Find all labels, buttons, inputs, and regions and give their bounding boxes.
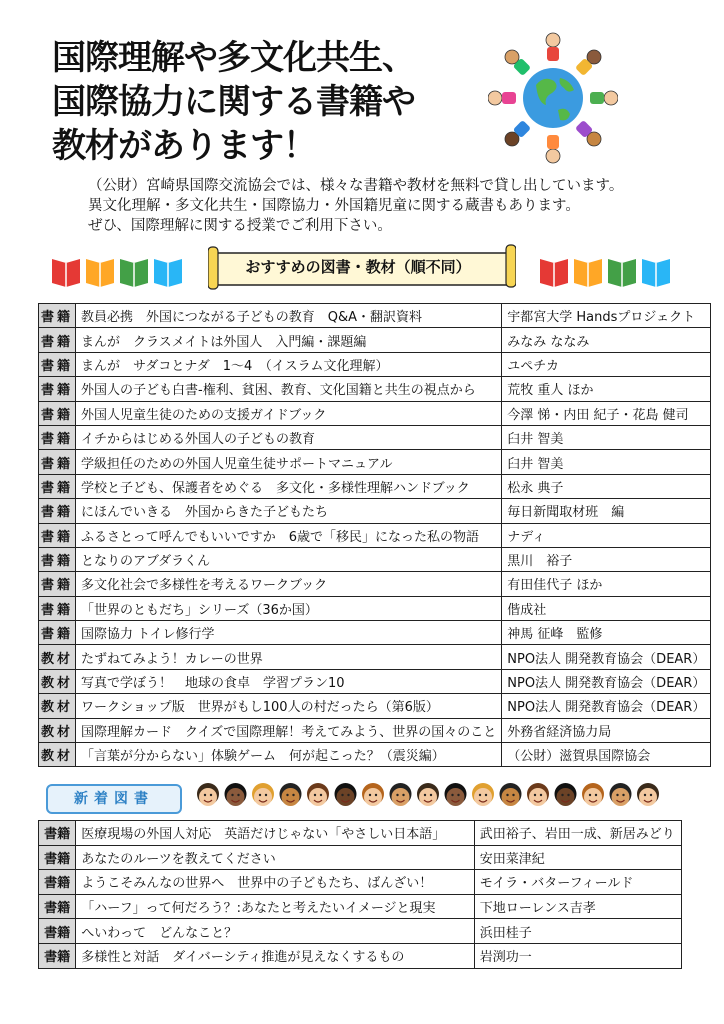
open-books-icon <box>50 253 185 289</box>
author-cell: 下地ローレンス吉孝 <box>474 894 681 919</box>
child-face-icon <box>335 783 357 806</box>
new-books-label: 新着図書 <box>46 784 182 814</box>
table-row <box>39 894 682 919</box>
child-face-icon <box>610 783 632 806</box>
child-face-icon <box>417 783 439 806</box>
author-cell: 岩渕功一 <box>474 943 681 968</box>
category-cell: 書籍 <box>39 821 76 846</box>
new-books-table <box>38 820 682 969</box>
table-row <box>39 572 711 596</box>
author-cell: NPO法人 開発教育協会（DEAR） <box>502 694 711 718</box>
author-cell: 宇都宮大学 Handsプロジェクト <box>502 304 711 328</box>
author-cell: （公財）滋賀県国際協会 <box>502 743 711 767</box>
table-row <box>39 474 711 498</box>
child-face-icon <box>225 783 247 806</box>
author-cell: 外務省経済協力局 <box>502 718 711 742</box>
child-face-icon <box>637 783 659 806</box>
category-cell: 教材 <box>39 645 76 669</box>
table-row <box>39 919 682 944</box>
page-title <box>52 36 482 168</box>
intro-line-3: ぜひ、国際理解に関する授業でご利用下さい。 <box>88 218 392 234</box>
category-cell: 書籍 <box>39 352 76 376</box>
title-cell: へいわって どんなこと？ <box>76 919 474 944</box>
table-row <box>39 596 711 620</box>
table-row <box>39 450 711 474</box>
category-cell: 書籍 <box>39 943 76 968</box>
open-books-icon <box>538 253 673 289</box>
table-row <box>39 425 711 449</box>
category-cell: 書籍 <box>39 425 76 449</box>
title-cell: 「言葉が分からない」体験ゲーム 何が起こった？（震災編） <box>76 743 502 767</box>
title-cell: 医療現場の外国人対応 英語だけじゃない「やさしい日本語」 <box>76 821 474 846</box>
author-cell: 今澤 悌・内田 紀子・花島 健司 <box>502 401 711 425</box>
category-cell: 書籍 <box>39 547 76 571</box>
title-cell: 学校と子ども、保護者をめぐる 多文化・多様性理解ハンドブック <box>76 474 502 498</box>
category-cell: 書籍 <box>39 450 76 474</box>
table-row <box>39 401 711 425</box>
title-cell: 多文化社会で多様性を考えるワークブック <box>76 572 502 596</box>
child-face-icon <box>252 783 274 806</box>
child-face-icon <box>362 783 384 806</box>
category-cell: 書籍 <box>39 474 76 498</box>
title-cell: にほんでいきる 外国からきた子どもたち <box>76 499 502 523</box>
category-cell: 書籍 <box>39 328 76 352</box>
title-cell: 外国人の子ども白書-権利、貧困、教育、文化国籍と共生の視点から <box>76 377 502 401</box>
title-cell: 「世界のともだち」シリーズ（36か国） <box>76 596 502 620</box>
title-cell: となりのアブダラくん <box>76 547 502 571</box>
child-face-icon <box>472 783 494 806</box>
category-cell: 書籍 <box>39 845 76 870</box>
category-cell: 書籍 <box>39 919 76 944</box>
title-cell: あなたのルーツを教えてください <box>76 845 474 870</box>
author-cell: 神馬 征峰 監修 <box>502 621 711 645</box>
table-row <box>39 621 711 645</box>
title-cell: 国際協力 トイレ修行学 <box>76 621 502 645</box>
table-row <box>39 547 711 571</box>
child-face-icon <box>527 783 549 806</box>
child-face-icon <box>307 783 329 806</box>
title-cell: ふるさとって呼んでもいいですか 6歳で「移民」になった私の物語 <box>76 523 502 547</box>
author-cell: 毎日新聞取材班 編 <box>502 499 711 523</box>
table-row <box>39 845 682 870</box>
recommended-heading: おすすめの図書・教材（順不同） <box>245 258 471 276</box>
author-cell: 荒牧 重人 ほか <box>502 377 711 401</box>
title-line-1: 国際理解や多文化共生、 <box>52 38 415 78</box>
category-cell: 書籍 <box>39 894 76 919</box>
author-cell: 黒川 裕子 <box>502 547 711 571</box>
child-face-icon <box>280 783 302 806</box>
child-face-icon <box>445 783 467 806</box>
author-cell: 松永 典子 <box>502 474 711 498</box>
category-cell: 教材 <box>39 669 76 693</box>
category-cell: 書籍 <box>39 499 76 523</box>
child-face-icon <box>500 783 522 806</box>
title-cell: ようこそみんなの世界へ 世界中の子どもたち、ばんざい！ <box>76 870 474 895</box>
globe-children-illustration <box>488 30 618 165</box>
category-cell: 教材 <box>39 743 76 767</box>
title-line-3: 教材があります！ <box>52 126 316 166</box>
table-row <box>39 645 711 669</box>
author-cell: モイラ・バターフィールド <box>474 870 681 895</box>
intro-line-1: （公財）宮崎県国際交流協会では、様々な書籍や教材を無料で貸し出しています。 <box>88 178 624 194</box>
author-cell: ユペチカ <box>502 352 711 376</box>
child-face-icon <box>582 783 604 806</box>
category-cell: 書籍 <box>39 377 76 401</box>
table-row <box>39 352 711 376</box>
recommended-books-table <box>38 303 711 767</box>
title-cell: 国際理解カード クイズで国際理解！考えてみよう、世界の国々のこと <box>76 718 502 742</box>
table-row <box>39 821 682 846</box>
child-face-icon <box>390 783 412 806</box>
title-cell: ワークショップ版 世界がもし100人の村だったら（第6版） <box>76 694 502 718</box>
title-cell: 「ハーフ」って何だろう？:あなたと考えたいイメージと現実 <box>76 894 474 919</box>
author-cell: 臼井 智美 <box>502 425 711 449</box>
title-cell: 外国人児童生徒のための支援ガイドブック <box>76 401 502 425</box>
author-cell: ナディ <box>502 523 711 547</box>
children-faces-illustration <box>194 780 672 814</box>
table-row <box>39 870 682 895</box>
title-cell: 学級担任のための外国人児童生徒サポートマニュアル <box>76 450 502 474</box>
author-cell: 浜田桂子 <box>474 919 681 944</box>
table-row <box>39 669 711 693</box>
category-cell: 教材 <box>39 694 76 718</box>
title-cell: まんが クラスメイトは外国人 入門編・課題編 <box>76 328 502 352</box>
category-cell: 書籍 <box>39 401 76 425</box>
author-cell: NPO法人 開発教育協会（DEAR） <box>502 645 711 669</box>
title-cell: 教員必携 外国につながる子どもの教育 Q&A・翻訳資料 <box>76 304 502 328</box>
category-cell: 書籍 <box>39 621 76 645</box>
intro-line-2: 異文化理解・多文化共生・国際協力・外国籍児童に関する蔵書もあります。 <box>88 198 580 214</box>
title-cell: たずねてみよう！カレーの世界 <box>76 645 502 669</box>
title-cell: 写真で学ぼう！ 地球の食卓 学習プラン10 <box>76 669 502 693</box>
title-cell: まんが サダコとナダ 1～4 （イスラム文化理解） <box>76 352 502 376</box>
title-line-2: 国際協力に関する書籍や <box>52 82 415 122</box>
table-row <box>39 694 711 718</box>
table-row <box>39 328 711 352</box>
category-cell: 教材 <box>39 718 76 742</box>
category-cell: 書籍 <box>39 870 76 895</box>
author-cell: 有田佳代子 ほか <box>502 572 711 596</box>
table-row <box>39 743 711 767</box>
author-cell: みなみ ななみ <box>502 328 711 352</box>
title-cell: イチからはじめる外国人の子どもの教育 <box>76 425 502 449</box>
category-cell: 書籍 <box>39 572 76 596</box>
author-cell: NPO法人 開発教育協会（DEAR） <box>502 669 711 693</box>
table-row <box>39 943 682 968</box>
author-cell: 安田菜津紀 <box>474 845 681 870</box>
child-face-icon <box>197 783 219 806</box>
category-cell: 書籍 <box>39 304 76 328</box>
table-row <box>39 377 711 401</box>
table-row <box>39 523 711 547</box>
child-face-icon <box>555 783 577 806</box>
author-cell: 武田裕子、岩田一成、新居みどり <box>474 821 681 846</box>
table-row <box>39 718 711 742</box>
author-cell: 偕成社 <box>502 596 711 620</box>
table-row <box>39 499 711 523</box>
title-cell: 多様性と対話 ダイバーシティ推進が見えなくするもの <box>76 943 474 968</box>
author-cell: 臼井 智美 <box>502 450 711 474</box>
category-cell: 書籍 <box>39 596 76 620</box>
intro-text <box>88 176 708 236</box>
table-row <box>39 304 711 328</box>
category-cell: 書籍 <box>39 523 76 547</box>
